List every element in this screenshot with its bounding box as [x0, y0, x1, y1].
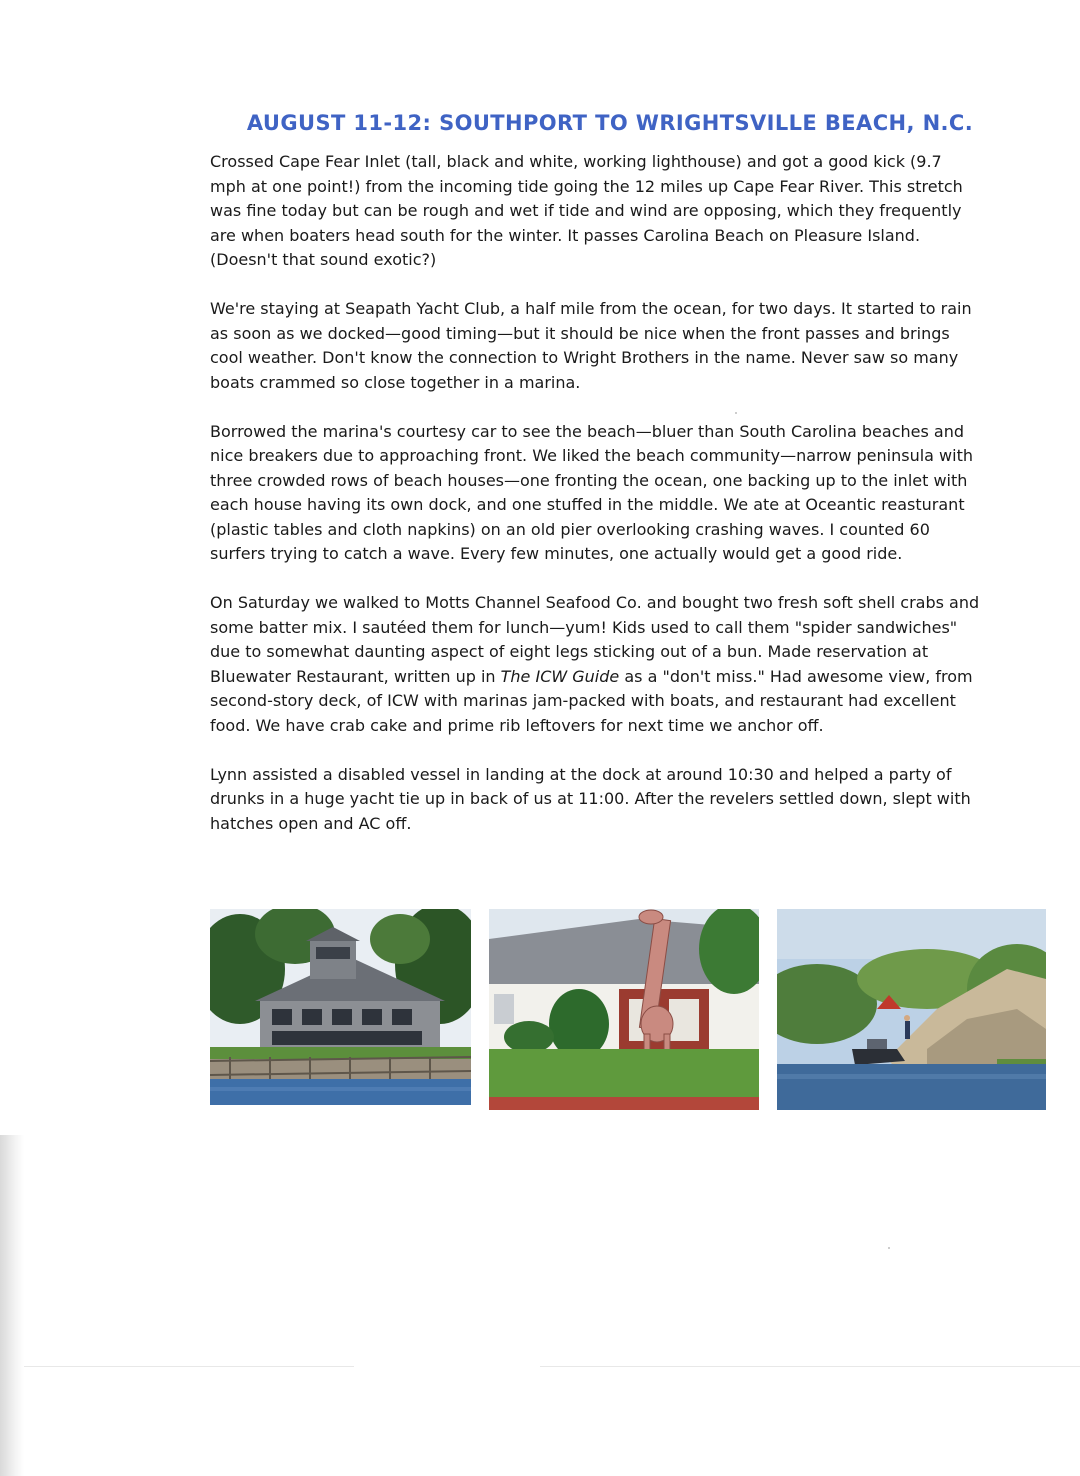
scan-shadow — [0, 1135, 24, 1476]
journal-body — [210, 150, 980, 861]
scan-line — [540, 1366, 1080, 1367]
paragraph-cape-fear: Crossed Cape Fear Inlet (tall, black and white, working lighthouse) and got a good kick (9.7 mph at one point!) from the incoming tide going the 12 miles up Cape Fear River. This stretch was fine today but can be rough and wet if tide and wind are opposing, which they frequently are when boaters head south for the winter. It passes Carolina Beach on Pleasure Island. (Doesn't that sound exotic?) — [210, 152, 963, 269]
paragraph-saturday — [210, 591, 980, 738]
photo-clubhouse — [210, 909, 471, 1105]
photo-boat-landing — [777, 909, 1046, 1110]
photo-giraffe — [489, 909, 759, 1110]
icw-guide-title: The ICW Guide — [500, 666, 620, 686]
paragraph-saturday-text-2: as a "don't miss." Had awesome view, from second-story deck, of ICW with marinas jam-packed with boats, and restaurant had excellent food. We have crab cake and prime rib leftovers for next time we anchor off. — [210, 666, 973, 735]
giraffe-photo-image — [489, 909, 759, 1110]
scan-speck — [735, 412, 737, 414]
scan-line — [24, 1366, 354, 1367]
scan-speck — [888, 1247, 890, 1249]
clubhouse-photo-image — [210, 909, 471, 1105]
paragraph-lynn: Lynn assisted a disabled vessel in landing at the dock at around 10:30 and helped a party of drunks in a huge yacht tie up in back of us at 11:00. After the revelers settled down, slept with hatches open and AC off. — [210, 764, 971, 833]
paragraph-saturday-text-1: On Saturday we walked to Motts Channel Seafood Co. and bought two fresh soft shell crabs and some batter mix. I sautéed them for lunch—yum! Kids used to call them "spider sandwiches" due to somewhat daunting aspect of eight legs sticking out of a bun. Made reservation at Bluewater Restaurant, written up in — [210, 593, 980, 686]
paragraph-seapath: We're staying at Seapath Yacht Club, a half mile from the ocean, for two days. It started to rain as soon as we docked—good timing—but it should be nice when the front passes and brings cool weather. Don't know the connection to Wright Brothers in the name. Never saw so many boats crammed so close together in a marina. — [210, 299, 972, 392]
boat-landing-photo-image — [777, 909, 1046, 1110]
paragraph-beach: Borrowed the marina's courtesy car to see the beach—bluer than South Carolina beaches and nice breakers due to approaching front. We liked the beach community—narrow peninsula with three crowded rows of beach houses—one fronting the ocean, one backing up to the inlet with each house having its own dock, and one stuffed in the middle. We ate at Oceantic reasturant (plastic tables and cloth napkins) on an old pier overlooking crashing waves. I counted 60 surfers trying to catch a wave. Every few minutes, one actually would get a good ride. — [210, 421, 973, 563]
page-title: AUGUST 11-12: SOUTHPORT TO WRIGHTSVILLE BEACH, N.C. — [246, 111, 974, 136]
